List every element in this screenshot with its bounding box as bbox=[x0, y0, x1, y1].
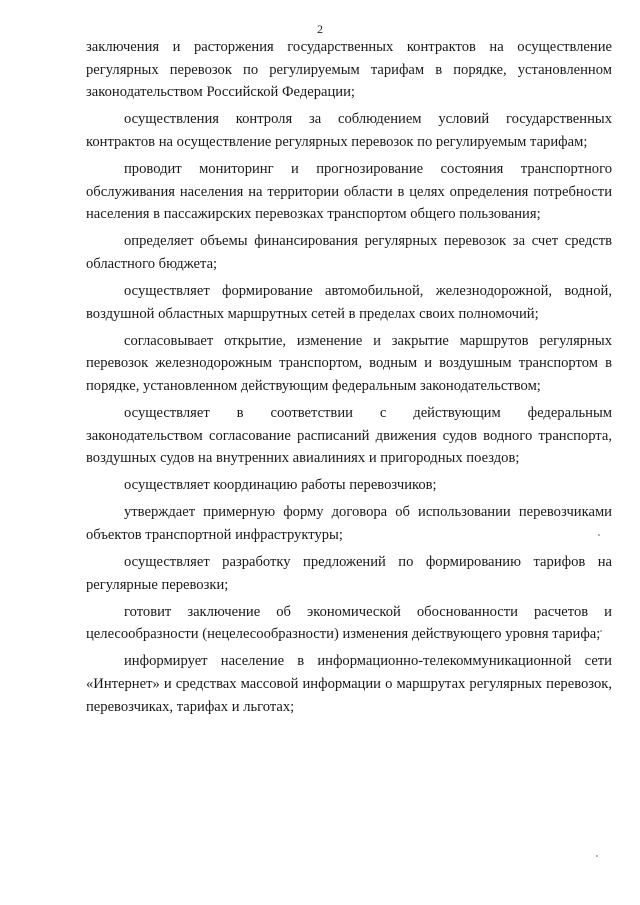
scan-speck bbox=[596, 855, 598, 857]
paragraph-2: осуществления контроля за соблюдением условий государственных контрактов на осуществление регулярных перевозок по регулируемым тарифам; bbox=[86, 111, 612, 150]
document-body bbox=[86, 36, 612, 723]
paragraph-12: информирует население в информационно-телекоммуникационной сети «Интернет» и средствах массовой информации о маршрутах регулярных перевозок, перевозчиках, тарифах и льготах; bbox=[86, 653, 612, 715]
paragraph-1: заключения и расторжения государственных контрактов на осуществление регулярных перевозок по регулируемым тарифам в порядке, установленном законодательством Российской Федерации; bbox=[86, 39, 612, 101]
scan-speck bbox=[598, 534, 600, 536]
paragraph-9: утверждает примерную форму договора об использовании перевозчиками объектов транспортной инфраструктуры; bbox=[86, 504, 612, 543]
paragraph-11: готовит заключение об экономической обоснованности расчетов и целесообразности (нецелесообразности) изменения действующего уровня тарифа; bbox=[86, 603, 612, 643]
page-number: 2 bbox=[317, 22, 323, 36]
paragraph-8: осуществляет координацию работы перевозчиков; bbox=[124, 477, 437, 494]
paragraph-5: осуществляет формирование автомобильной, железнодорожной, водной, воздушной областных маршрутных сетей в пределах своих полномочий; bbox=[86, 282, 612, 322]
paragraph-10: осуществляет разработку предложений по формированию тарифов на регулярные перевозки; bbox=[86, 553, 612, 593]
paragraph-7: осуществляет в соответствии с действующим федеральным законодательством согласование расписаний движения судов водного транспорта, воздушных судов на внутренних авиалиниях и пригородных поездов; bbox=[86, 404, 612, 467]
paragraph-3: проводит мониторинг и прогнозирование состояния транспортного обслуживания населения на территории области в целях определения потребности населения в пассажирских перевозках транспортом общего пользования; bbox=[86, 160, 612, 223]
paragraph-4: определяет объемы финансирования регулярных перевозок за счет средств областного бюджета; bbox=[86, 233, 612, 272]
paragraph-6: согласовывает открытие, изменение и закрытие маршрутов регулярных перевозок железнодорожным транспортом, водным и воздушным транспортом в порядке, установленном действующим федеральным законодательством; bbox=[86, 332, 612, 394]
scan-speck bbox=[600, 630, 602, 632]
